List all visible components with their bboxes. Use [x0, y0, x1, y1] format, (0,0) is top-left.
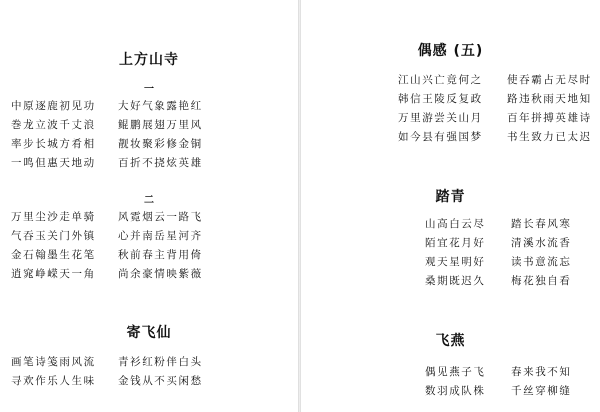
poem-line: 鲲鹏展翅万里风 [118, 119, 203, 131]
poem-title: 踏青 [435, 189, 466, 205]
poem-line: 气吞玉关门外镇 [11, 230, 96, 242]
poem-line: 如今县有强国梦 [398, 131, 483, 143]
poem-line: 书生致力已太迟 [507, 131, 592, 143]
poem-line: 清溪水流香 [511, 237, 572, 249]
poem-line: 路违秋雨天地知 [507, 93, 592, 105]
poem-line: 万里游尝关山月 [398, 112, 483, 124]
poem-line: 巻龙立波千丈浪 [11, 119, 96, 131]
poem-line: 韩信王陵反复政 [398, 93, 483, 105]
right-page [301, 0, 600, 412]
poem-line: 青衫红粉伴白头 [118, 356, 203, 368]
section-number: 二 [144, 195, 154, 206]
poem-line: 率步长城方肴相 [11, 138, 96, 150]
poem-line: 陌宜花月好 [425, 237, 486, 249]
poem-line: 大好气象露艳红 [118, 100, 203, 112]
poem-line: 梅花独自看 [511, 275, 572, 287]
poem-line: 秋前春主背用倚 [118, 249, 203, 261]
poem-line: 踏长春风寒 [511, 218, 572, 230]
poem-line: 百年拼搏英雄诗 [507, 112, 592, 124]
poem-title: 飞燕 [435, 333, 466, 349]
left-page [0, 0, 298, 412]
poem-line: 金石翰墨生花笔 [11, 249, 96, 261]
poem-line: 一鸣但惠天地动 [11, 157, 96, 169]
poem-line: 千丝穿柳缝 [511, 385, 572, 397]
poem-title: 寄飞仙 [126, 325, 172, 341]
poem-line: 风霓烟云一路飞 [118, 211, 203, 223]
poem-line: 春来我不知 [511, 366, 572, 378]
section-number: 一 [144, 84, 154, 95]
poem-line: 数羽成队株 [425, 385, 486, 397]
poem-line: 尚余豪情映紫薇 [118, 268, 203, 280]
poem-line: 金钱从不买闲愁 [118, 375, 203, 387]
poem-line: 靓妆聚彩修金铜 [118, 138, 203, 150]
poem-line: 画笔诗笺雨风流 [11, 356, 96, 368]
poem-line: 偶见燕子飞 [425, 366, 486, 378]
poem-line: 观天星明好 [425, 256, 486, 268]
poem-line: 寻欢作乐人生味 [11, 375, 96, 387]
poem-line: 读书意流忘 [511, 256, 572, 268]
poem-line: 山高白云尽 [425, 218, 486, 230]
poem-title: 偶感 (五) [417, 43, 484, 59]
poem-line: 使吞霸占无尽时 [507, 74, 592, 86]
poem-line: 万里尘沙走单骑 [11, 211, 96, 223]
poem-line: 桑期既迟久 [425, 275, 486, 287]
poem-line: 逍窕峥嵘天一角 [11, 268, 96, 280]
poem-line: 中原逐鹿初见功 [11, 100, 96, 112]
poem-line: 江山兴亡竟何之 [398, 74, 483, 86]
poem-line: 百折不挠炫英雄 [118, 157, 203, 169]
poem-line: 心并南岳星河齐 [118, 230, 203, 242]
poem-title: 上方山寺 [119, 52, 179, 68]
